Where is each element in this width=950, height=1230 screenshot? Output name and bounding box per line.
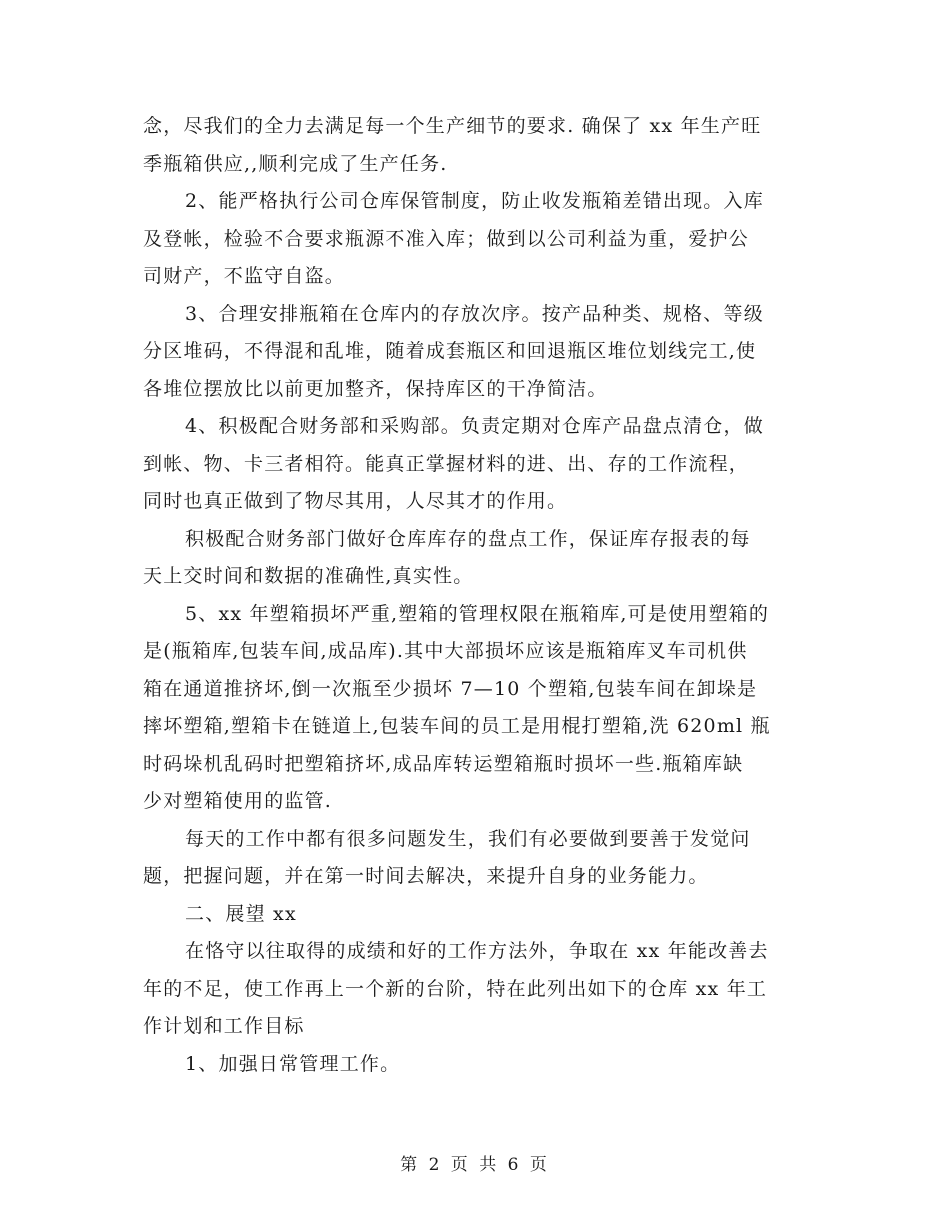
text-line: 到帐、物、卡三者相符。能真正掌握材料的进、出、存的工作流程，: [143, 452, 750, 475]
text-line: 少对塑箱使用的监管.: [143, 790, 333, 812]
text-line: 同时也真正做到了物尽其用，人尽其才的作用。: [143, 490, 568, 512]
text-line: 每天的工作中都有很多问题发生，我们有必要做到要善于发觉问: [185, 827, 751, 850]
text-line: 2、能严格执行公司仓库保管制度，防止收发瓶箱差错出现。入库: [185, 190, 764, 212]
text-line: 4、积极配合财务部和采购部。负责定期对仓库产品盘点清仓，做: [185, 415, 764, 437]
text-line: 积极配合财务部门做好仓库库存的盘点工作，保证库存报表的每: [185, 527, 751, 550]
text-line: 念，尽我们的全力去满足每一个生产细节的要求. 确保了 xx 年生产旺: [143, 115, 762, 137]
page-number-footer: 第 2 页 共 6 页: [400, 1155, 550, 1175]
text-line: 是(瓶箱库,包装车间,成品库).其中大部损坏应该是瓶箱库叉车司机供: [143, 640, 748, 662]
text-line: 作计划和工作目标: [143, 1015, 305, 1037]
text-line: 题，把握问题，并在第一时间去解决，来提升自身的业务能力。: [143, 865, 709, 887]
text-line: 二、展望 xx: [185, 902, 297, 925]
text-line: 天上交时间和数据的准确性,真实性。: [143, 565, 474, 587]
text-line: 5、xx 年塑箱损坏严重,塑箱的管理权限在瓶箱库,可是使用塑箱的: [185, 602, 770, 625]
text-line: 分区堆码，不得混和乱堆，随着成套瓶区和回退瓶区堆位划线完工,使: [143, 340, 757, 362]
text-line: 摔坏塑箱,塑箱卡在链道上,包装车间的员工是用棍打塑箱,洗 620ml 瓶: [143, 715, 771, 737]
text-line: 年的不足，使工作再上一个新的台阶，特在此列出如下的仓库 xx 年工: [143, 977, 768, 1000]
text-line: 各堆位摆放比以前更加整齐，保持库区的干净简洁。: [143, 377, 608, 400]
text-line: 箱在通道推挤坏,倒一次瓶至少损坏 7—10 个塑箱,包装车间在卸垛是: [143, 677, 758, 700]
text-line: 司财产，不监守自盗。: [143, 265, 346, 287]
text-line: 及登帐，检验不合要求瓶源不准入库；做到以公司利益为重，爱护公: [143, 227, 750, 250]
text-line: 在恪守以往取得的成绩和好的工作方法外，争取在 xx 年能改善去: [185, 940, 769, 962]
document-body: [143, 108, 813, 1083]
text-line: 季瓶箱供应,,顺利完成了生产任务.: [143, 152, 448, 175]
text-line: 1、加强日常管理工作。: [185, 1052, 401, 1075]
text-line: 3、合理安排瓶箱在仓库内的存放次序。按产品种类、规格、等级: [185, 302, 764, 325]
text-line: 时码垛机乱码时把塑箱挤坏,成品库转运塑箱瓶时损坏一些.瓶箱库缺: [143, 752, 744, 775]
